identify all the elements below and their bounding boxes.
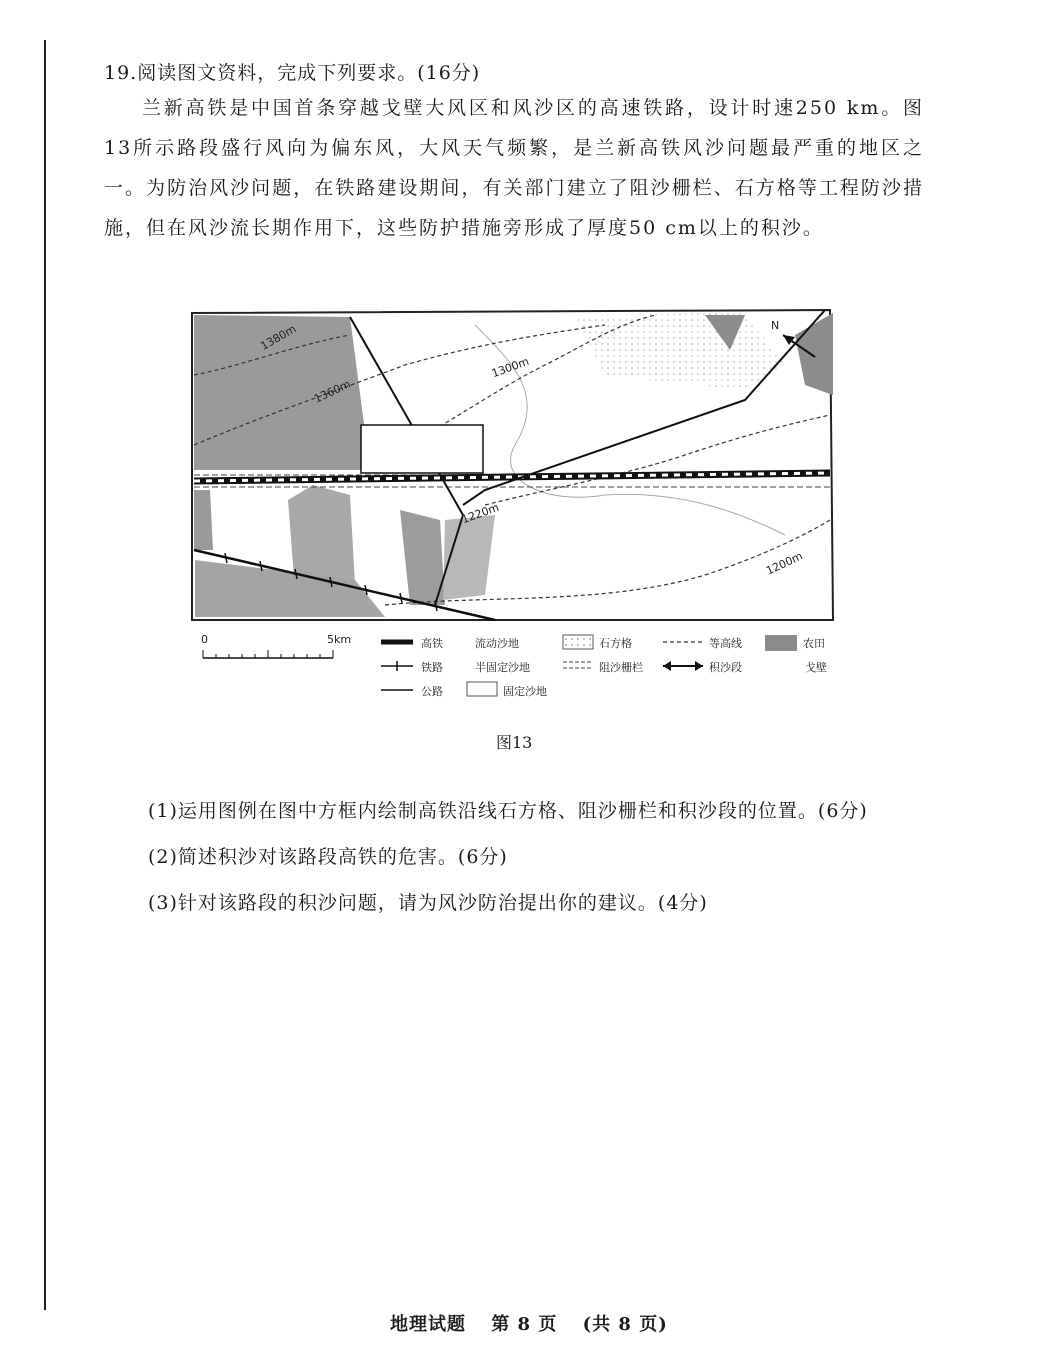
subquestion-3: (3)针对该路段的积沙问题，请为风沙防治提出你的建议。(4分) [148,892,708,914]
legend-gobi: 戈壁 [805,661,827,674]
legend-farmland-symbol [765,635,797,651]
legend-farmland: 农田 [803,637,825,650]
legend-sand-fence: 阻沙栅栏 [599,661,643,674]
legend-hsr: 高铁 [421,637,443,650]
contour-label-1: 1380m [258,322,299,353]
page-footer [390,1310,686,1336]
contour-label-3: 1300m [489,354,531,381]
figure-caption: 图13 [496,733,533,752]
answer-drawing-box [361,425,483,473]
scale-ticks [203,650,333,658]
subquestion-1: (1)运用图例在图中方框内绘制高铁沿线石方格、阻沙栅栏和积沙段的位置。(6分) [148,800,868,822]
footer-subject: 地理试题 [390,1314,466,1335]
legend-fixed-sand: 固定沙地 [503,685,547,698]
legend-stone-grid: 石方格 [599,637,632,650]
contour-label-2: 1360m [312,377,353,406]
question-passage: 兰新高铁是中国首条穿越戈壁大风区和风沙区的高速铁路，设计时速250 km。图13所示路段盛行风向为偏东风，大风天气频繁，是兰新高铁风沙问题最严重的地区之一。为防治风沙问题，在铁路建设期间，有关部门建立了阻沙栅栏、石方格等工程防沙措施，但在风沙流长期作用下，这些防护措施旁形成了厚度50 cm以上的积沙。 [104,97,924,239]
legend-semi-fixed-sand: 半固定沙地 [475,661,530,674]
legend-fixed-sand-symbol [467,682,497,696]
scale-end-label: 5km [327,633,352,646]
scale-start-label: 0 [201,633,208,646]
legend-road: 公路 [421,685,443,698]
contour-label-4: 1220m [459,500,501,527]
legend-contour: 等高线 [709,637,742,650]
binding-margin-line [44,40,46,1310]
subquestion-2: (2)简述积沙对该路段高铁的危害。(6分) [148,846,508,868]
figure-13-map [185,305,840,705]
footer-total: (共 8 页) [582,1314,668,1335]
legend-stone-grid-symbol [563,635,593,649]
footer-page: 第 8 页 [491,1314,558,1335]
question-header: 19.阅读图文资料，完成下列要求。(16分) [104,62,481,84]
legend-sand-section: 积沙段 [709,661,742,674]
farmland-area-west [194,490,213,550]
legend-railway: 铁路 [421,661,443,674]
contour-label-5: 1200m [764,549,805,578]
north-label: N [771,319,780,332]
legend-mobile-sand: 流动沙地 [475,637,519,650]
